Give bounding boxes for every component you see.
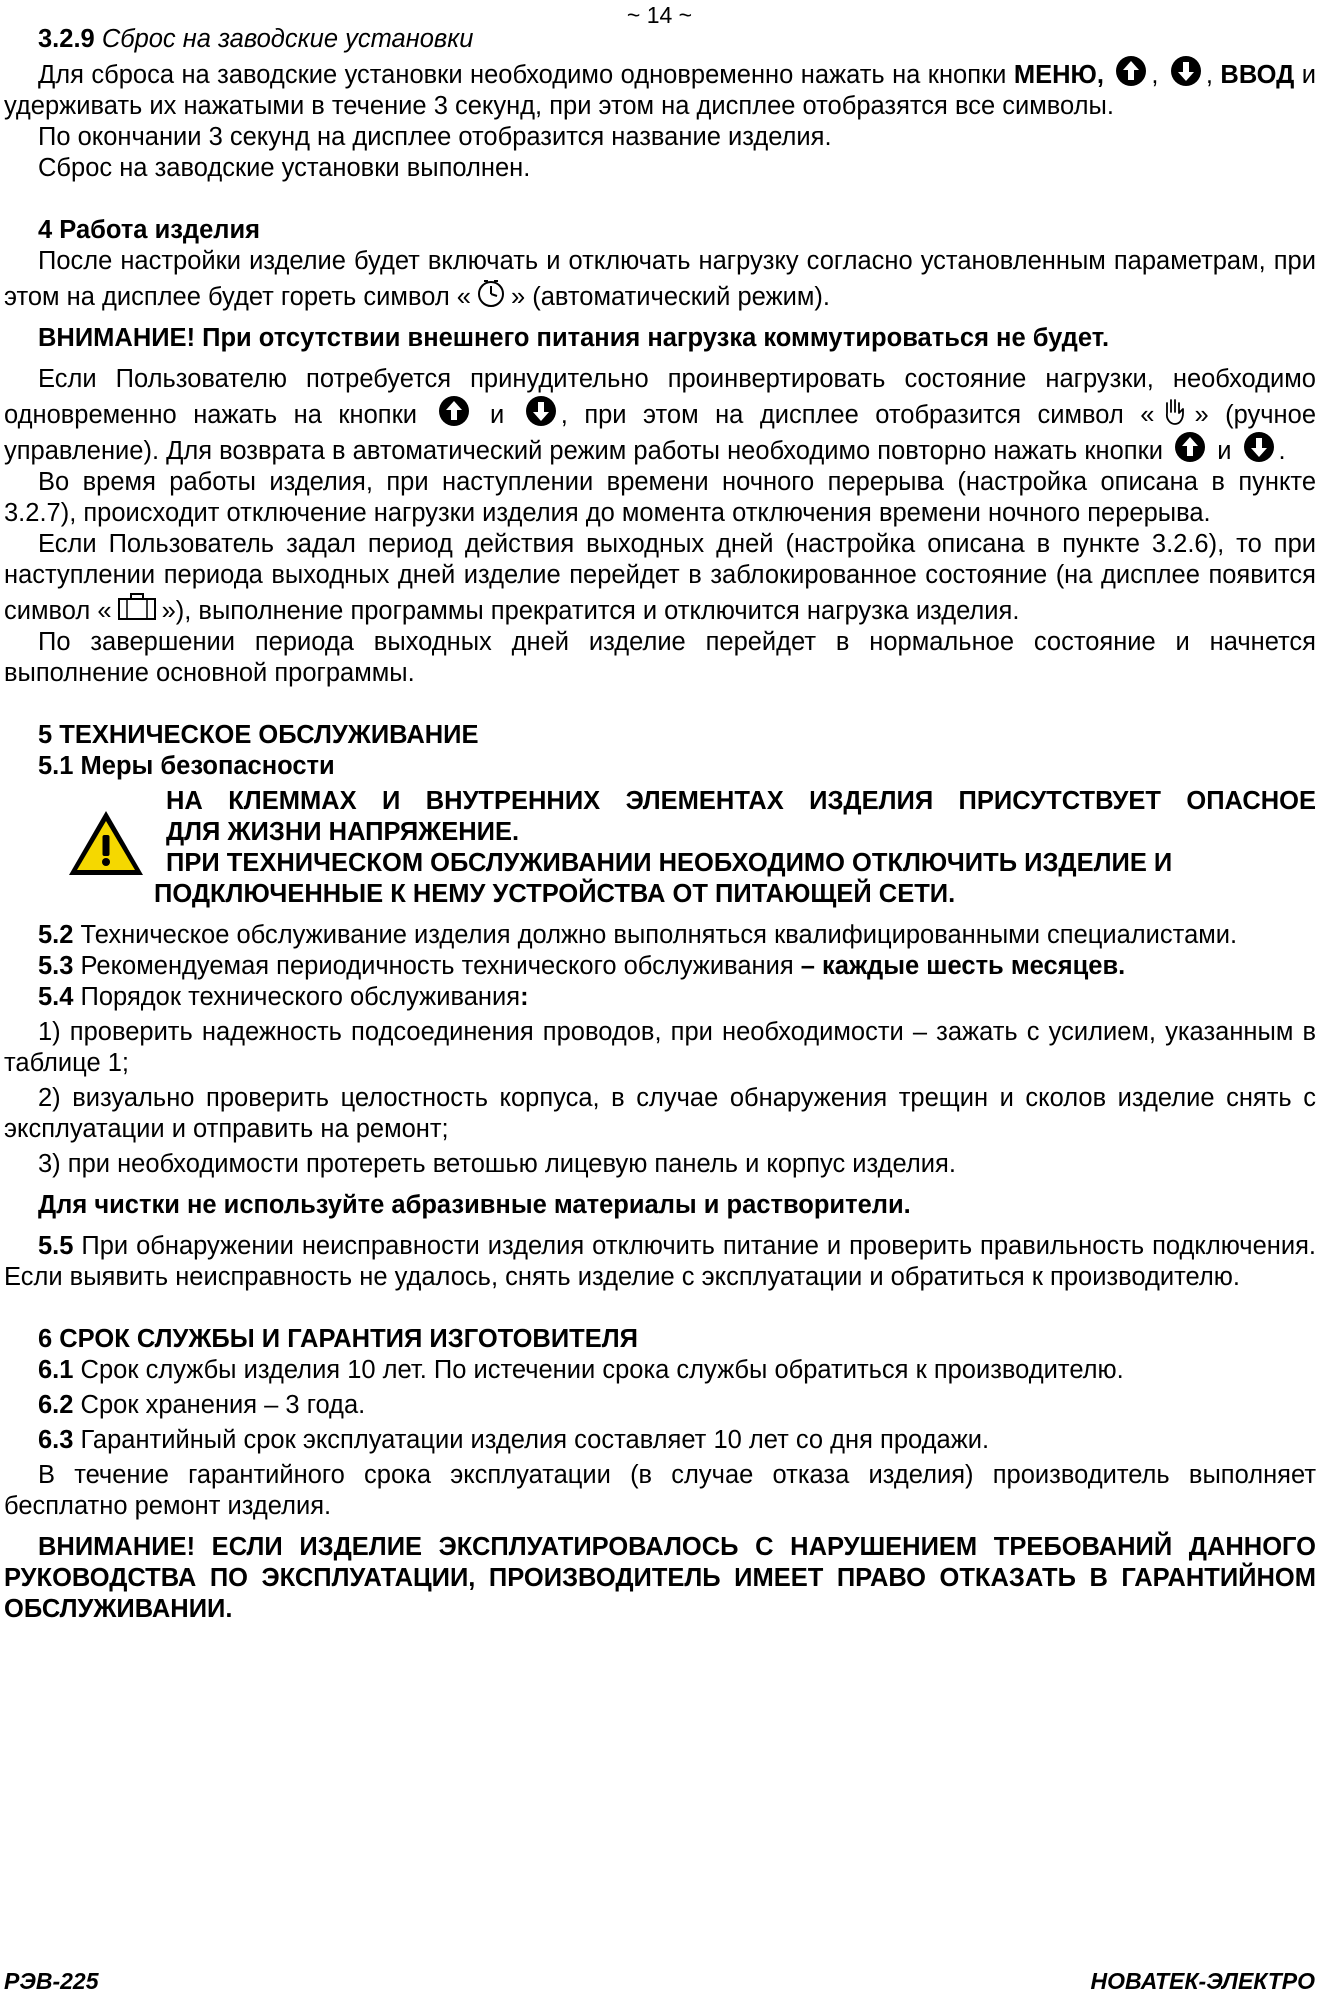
arrow-down-circle-icon [1170, 55, 1202, 87]
safety-warning-block [4, 786, 1316, 910]
safety-warning-line-1: НА КЛЕММАХ И ВНУТРЕННИХ ЭЛЕМЕНТАХ ИЗДЕЛИЯ ПРИСУТСТВУЕТ ОПАСНОЕ [166, 787, 1316, 815]
section-5-2: 5.2 Техническое обслуживание изделия должно выполняться квалифицированными специалистами. [38, 921, 1238, 949]
section-4-paragraph-3: Во время работы изделия, при наступлении времени ночного перерыва (настройка описана в пункте 3.2.7), происходит отключение нагрузки изделия до момента отключения времени ночного перерыва. [4, 468, 1316, 527]
section-5-4-item-2: 2) визуально проверить целостность корпуса, в случае обнаружения трещин и сколов изделие снять с эксплуатации и отправить на ремонт; [4, 1084, 1316, 1143]
safety-warning-line-4: ПОДКЛЮЧЕННЫЕ К НЕМУ УСТРОЙСТВА ОТ ПИТАЮЩЕЙ СЕТИ. [154, 880, 956, 908]
hand-icon [1158, 395, 1190, 427]
arrow-down-circle-icon [1243, 431, 1275, 463]
section-6-heading: 6 СРОК СЛУЖБЫ И ГАРАНТИЯ ИЗГОТОВИТЕЛЯ [38, 1325, 638, 1353]
section-3-2-9-paragraph-1: Для сброса на заводские установки необходимо одновременно нажать на кнопки МЕНЮ, , , ВВОД и удерживать их нажатыми в течение 3 секунд, при этом на дисплее отобразятся все символы. [4, 55, 1316, 122]
clock-icon [475, 277, 507, 309]
section-6-3: 6.3 Гарантийный срок эксплуатации изделия составляет 10 лет со дня продажи. [38, 1426, 990, 1454]
arrow-up-circle-icon [1174, 431, 1206, 463]
suitcase-icon [116, 591, 158, 623]
section-5-4: 5.4 Порядок технического обслуживания: [38, 983, 529, 1011]
cleaning-warning: Для чистки не используйте абразивные материалы и растворители. [38, 1191, 911, 1219]
section-4-paragraph-2: Если Пользователю потребуется принудительно проинвертировать состояние нагрузки, необходимо одновременно нажать на кнопки и , при этом на дисплее отобразится символ « » (ручное управление). Для возврата в автоматический режим работы необходимо повторно нажать кнопки и . [4, 365, 1317, 465]
section-3-2-9-paragraph-2: По окончании 3 секунд на дисплее отобразится название изделия. [38, 123, 832, 151]
section-3-2-9-title: 3.2.9 Сброс на заводские установки [38, 25, 474, 53]
section-5-4-item-3: 3) при необходимости протереть ветошью лицевую панель и корпус изделия. [38, 1150, 956, 1178]
section-5-3: 5.3 Рекомендуемая периодичность технического обслуживания – каждые шесть месяцев. [38, 952, 1126, 980]
safety-warning-line-3: ПРИ ТЕХНИЧЕСКОМ ОБСЛУЖИВАНИИ НЕОБХОДИМО ОТКЛЮЧИТЬ ИЗДЕЛИЕ И [166, 849, 1173, 877]
section-6-1: 6.1 Срок службы изделия 10 лет. По истечении срока службы обратиться к производителю. [38, 1356, 1124, 1384]
arrow-down-circle-icon [525, 395, 557, 427]
final-warranty-warning: ВНИМАНИЕ! ЕСЛИ ИЗДЕЛИЕ ЭКСПЛУАТИРОВАЛОСЬ С НАРУШЕНИЕМ ТРЕБОВАНИЙ ДАННОГО РУКОВОДСТВА ПО ЭКСПЛУАТАЦИИ, ПРОИЗВОДИТЕЛЬ ИМЕЕТ ПРАВО ОТКАЗАТЬ В ГАРАНТИЙНОМ ОБСЛУЖИВАНИИ. [4, 1533, 1316, 1623]
footer-model: РЭВ-225 [4, 1968, 99, 1994]
footer-manufacturer: НОВАТЕК-ЭЛЕКТРО [1090, 1968, 1315, 1994]
section-4-warning: ВНИМАНИЕ! При отсутствии внешнего питания нагрузка коммутироваться не будет. [38, 324, 1110, 352]
section-6-4: В течение гарантийного срока эксплуатации (в случае отказа изделия) производитель выполняет бесплатно ремонт изделия. [4, 1461, 1316, 1520]
page-number: ~ 14 ~ [626, 2, 693, 28]
section-4-heading: 4 Работа изделия [38, 216, 261, 244]
page-footer [4, 1966, 1315, 1997]
section-4-paragraph-5: По завершении периода выходных дней изделие перейдет в нормальное состояние и начнется выполнение основной программы. [4, 628, 1316, 687]
section-6-2: 6.2 Срок хранения – 3 года. [38, 1391, 366, 1419]
warning-triangle-icon [66, 808, 146, 878]
section-4-paragraph-4: Если Пользователь задал период действия выходных дней (настройка описана в пункте 3.2.6), то при наступлении периода выходных дней изделие перейдет в заблокированное состояние (на дисплее появится символ « »), выполнение программы прекратится и отключится нагрузка изделия. [4, 530, 1316, 625]
arrow-up-circle-icon [1115, 55, 1147, 87]
section-5-4-item-1: 1) проверить надежность подсоединения проводов, при необходимости – зажать с усилием, указанным в таблице 1; [4, 1018, 1316, 1077]
section-5-5: 5.5 При обнаружении неисправности изделия отключить питание и проверить правильность подключения. Если выявить неисправность не удалось, снять изделие с эксплуатации и обратиться к производителю. [4, 1232, 1316, 1291]
section-5-1-heading: 5.1 Меры безопасности [38, 752, 335, 780]
section-3-2-9-paragraph-3: Сброс на заводские установки выполнен. [38, 154, 531, 182]
section-5-heading: 5 ТЕХНИЧЕСКОЕ ОБСЛУЖИВАНИЕ [38, 721, 479, 749]
safety-warning-line-2: ДЛЯ ЖИЗНИ НАПРЯЖЕНИЕ. [166, 818, 520, 846]
section-4-paragraph-1: После настройки изделие будет включать и отключать нагрузку согласно установленным параметрам, при этом на дисплее будет гореть символ « » (автоматический режим). [4, 247, 1316, 311]
page-content [4, 24, 1316, 1625]
arrow-up-circle-icon [438, 395, 470, 427]
